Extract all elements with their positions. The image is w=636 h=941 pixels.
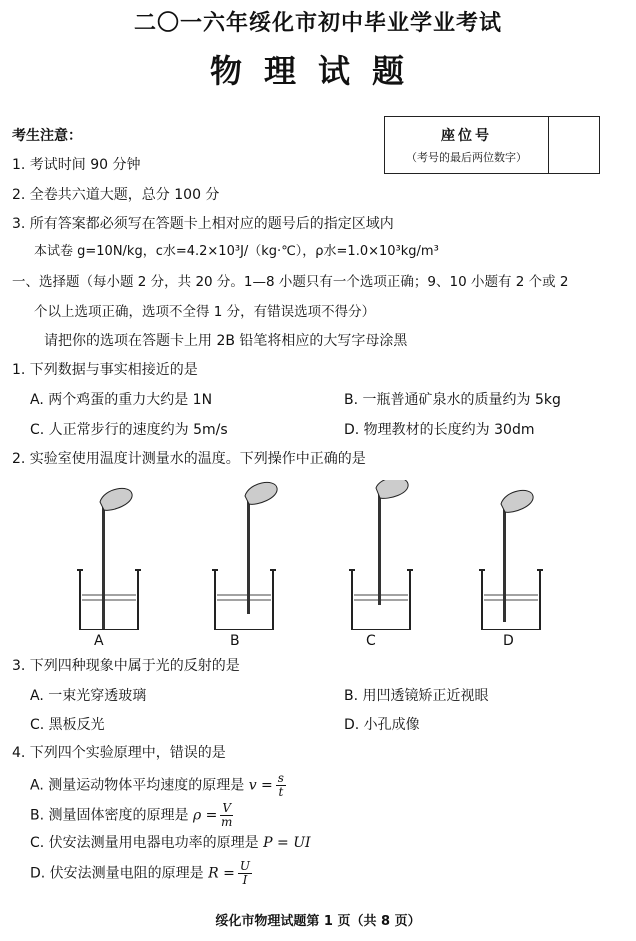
beaker-a[interactable] (77, 488, 141, 630)
q4-option-c-text: C. 伏安法测量用电器电功率的原理是 (30, 835, 259, 851)
notes-heading: 考生注意： (12, 128, 82, 144)
q3-option-c[interactable]: C. 黑板反光 (30, 717, 105, 733)
q3-option-b[interactable]: B. 用凹透镜矫正近视眼 (344, 688, 489, 704)
q4-option-a[interactable] (30, 772, 286, 799)
q2-label-b: B (230, 633, 240, 649)
section1-intro: 一、选择题（每小题 2 分，共 20 分。1—8 小题只有一个选项正确；9、10 小题有 2 个或 2 (12, 274, 569, 290)
q3-option-d[interactable]: D. 小孔成像 (344, 717, 420, 733)
seat-number-box (384, 116, 600, 174)
q4-option-d-lhs: R = (208, 865, 235, 882)
q4-option-b[interactable] (30, 802, 233, 829)
q1-stem: 1. 下列数据与事实相接近的是 (12, 362, 198, 378)
exam-title: 二〇一六年绥化市初中毕业学业考试 (133, 11, 502, 36)
q4-option-b-text: B. 测量固体密度的原理是 (30, 807, 189, 824)
note-item: 1. 考试时间 90 分钟 (12, 157, 141, 173)
q1-option-c[interactable]: C. 人正常步行的速度约为 5m/s (30, 422, 228, 438)
q4-option-c-formula: P = UI (263, 835, 311, 851)
q3-option-a[interactable]: A. 一束光穿透玻璃 (30, 688, 147, 704)
q1-option-d[interactable]: D. 物理教材的长度约为 30dm (344, 422, 535, 438)
fraction-numerator: U (239, 859, 250, 873)
q4-option-b-lhs: ρ = (192, 807, 218, 824)
q4-option-d-text: D. 伏安法测量电阻的原理是 (30, 865, 204, 882)
q4-option-d[interactable] (30, 860, 252, 887)
formula-fraction (276, 772, 286, 799)
q1-option-a[interactable]: A. 两个鸡蛋的重力大约是 1N (30, 392, 213, 408)
q1-option-b[interactable]: B. 一瓶普通矿泉水的质量约为 5kg (344, 392, 561, 408)
beaker-c[interactable] (349, 480, 413, 630)
q4-option-c[interactable] (30, 833, 311, 853)
thermometer-figure (60, 480, 560, 630)
seat-note: （考号的最后两位数字） (406, 151, 527, 164)
section1-intro-cont: 个以上选项正确，选项不全得 1 分，有错误选项不得分） (34, 304, 376, 320)
q4-stem: 4. 下列四个实验原理中，错误的是 (12, 745, 226, 761)
seat-label-cell (385, 117, 549, 173)
fraction-denominator: t (278, 785, 284, 799)
q4-option-a-text: A. 测量运动物体平均速度的原理是 (30, 777, 245, 794)
note-item: 3. 所有答案都必须写在答题卡上相对应的题号后的指定区域内 (12, 216, 394, 232)
formula-fraction (238, 860, 252, 887)
seat-number-field[interactable] (549, 117, 599, 173)
q2-label-c: C (366, 633, 376, 649)
subject-title: 物理试题 (209, 52, 426, 90)
fraction-denominator: I (242, 873, 248, 887)
fraction-numerator: V (222, 801, 232, 815)
formula-fraction (220, 802, 233, 829)
q2-stem: 2. 实验室使用温度计测量水的温度。下列操作中正确的是 (12, 451, 366, 467)
section1-instruction: 请把你的选项在答题卡上用 2B 铅笔将相应的大写字母涂黑 (44, 333, 408, 349)
fraction-numerator: s (277, 771, 284, 785)
constants-line: 本试卷 g=10N/kg，c水=4.2×10³J/（kg·℃），ρ水=1.0×10³kg/m³ (34, 244, 439, 259)
q4-option-a-lhs: v = (248, 777, 273, 794)
seat-label: 座位号 (441, 128, 492, 144)
fraction-denominator: m (221, 815, 233, 829)
q3-stem: 3. 下列四种现象中属于光的反射的是 (12, 658, 240, 674)
beaker-b[interactable] (212, 482, 277, 630)
q2-label-d: D (503, 633, 514, 649)
page-footer: 绥化市物理试题第 1 页（共 8 页） (215, 914, 421, 929)
note-item: 2. 全卷共六道大题，总分 100 分 (12, 187, 220, 203)
beaker-d[interactable] (479, 490, 543, 630)
q2-label-a: A (94, 633, 104, 649)
